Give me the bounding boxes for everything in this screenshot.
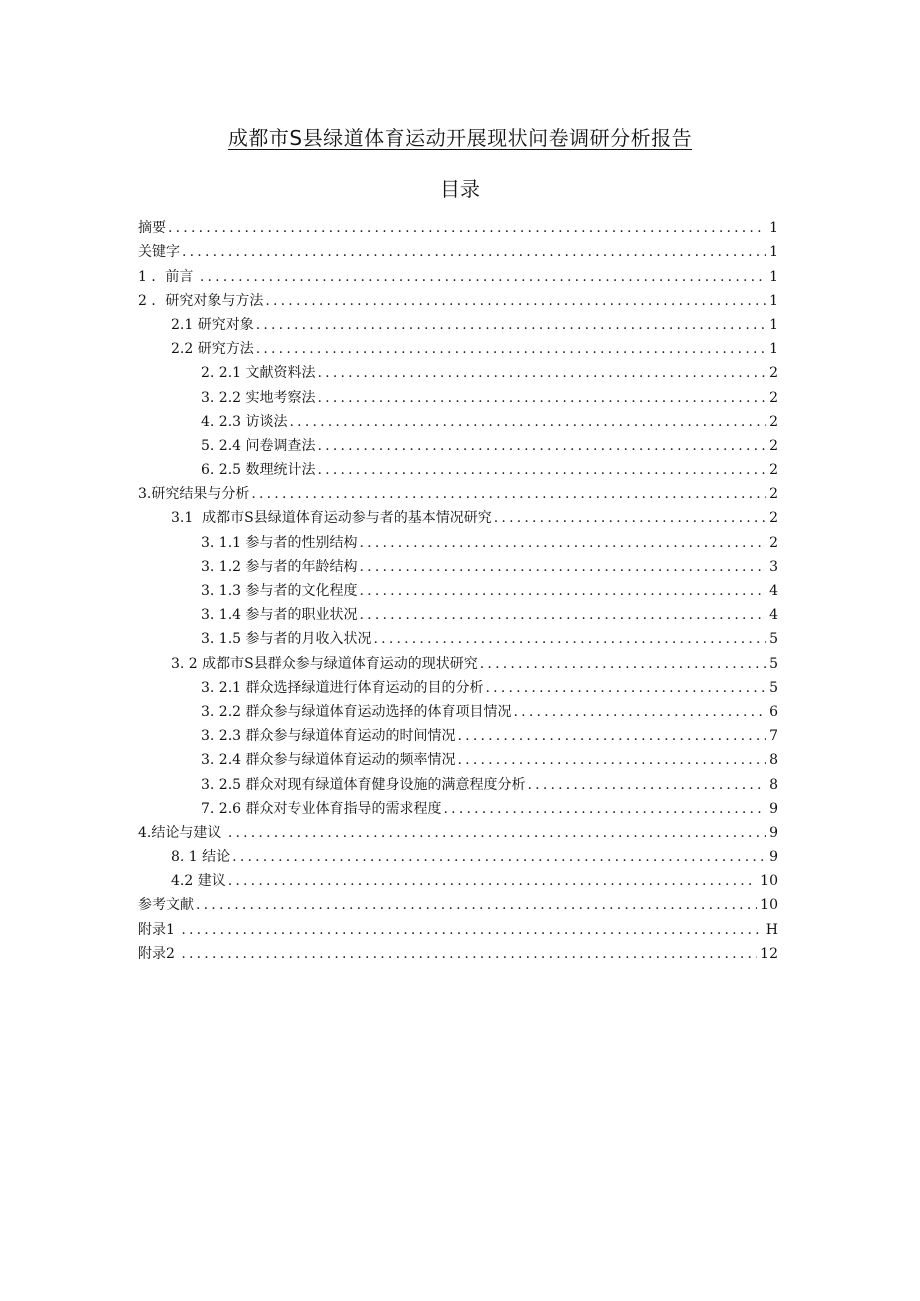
toc-dot-leader [251,484,766,504]
toc-entry[interactable] [138,456,778,480]
toc-entry-label: 参与者的职业状况 [245,607,358,624]
toc-entry[interactable] [138,940,778,964]
toc-entry-number: 3. 2.1 [201,679,246,696]
toc-entry[interactable] [138,795,778,819]
toc-entry-label: 数理统计法 [245,462,316,479]
toc-entry-label: 研究对象 [197,316,254,333]
toc-dot-leader [318,388,767,408]
toc-dot-leader [494,508,766,528]
toc-entry-number: 3. 2.4 [201,752,246,769]
toc-entry-page: 2 [769,486,778,503]
toc-entry-page: 1 [769,316,778,333]
toc-entry[interactable] [138,528,778,552]
toc-entry-page: 2 [769,413,778,430]
toc-dot-leader [318,363,767,383]
toc-entry[interactable] [138,843,778,867]
toc-entry-number: 2.1 [171,316,198,333]
toc-entry-label: 文献资料法 [245,365,316,382]
toc-entry-number: 3. 2.3 [201,728,246,745]
toc-entry-page: 2 [769,462,778,479]
toc-entry[interactable] [138,383,778,407]
toc-entry-number: 2. 2.1 [201,365,246,382]
toc-dot-leader [256,315,766,335]
toc-entry-number: 4.2 [171,873,198,890]
toc-entry-label: 研究对象与方法 [165,292,264,309]
toc-dot-leader [458,726,767,746]
toc-dot-leader [265,291,766,311]
toc-entry-number: 3. 1.4 [201,607,246,624]
toc-entry-page: 8 [769,776,778,793]
toc-entry-number: 3.1 [171,510,203,527]
toc-entry-number: 3. 1.2 [201,558,246,575]
toc-dot-leader [181,920,762,940]
toc-entry-page: 1 [769,292,778,309]
toc-entry-page: 7 [769,728,778,745]
toc-entry-number: 3. 2.2 [201,703,246,720]
toc-entry[interactable] [138,504,778,528]
toc-entry[interactable] [138,238,778,262]
toc-entry-label: 访谈法 [245,413,288,430]
toc-dot-leader [360,581,767,601]
toc-entry-number: 4. [138,824,152,841]
toc-entry-label: 结论 [202,849,231,866]
toc-entry-page: 10 [760,897,778,914]
toc-entry-page: 12 [760,945,778,962]
toc-entry-page: 5 [769,631,778,648]
toc-dot-leader [458,750,767,770]
toc-entry[interactable] [138,722,778,746]
toc-entry-page: 3 [769,558,778,575]
toc-entry-label: 摘要 [138,220,166,237]
toc-entry[interactable] [138,262,778,286]
toc-entry-label: 群众参与绿道体育运动的时间情况 [245,728,456,745]
toc-entry-page: 2 [769,437,778,454]
table-of-contents [138,214,778,964]
toc-entry-label: 参与者的文化程度 [245,583,358,599]
toc-entry[interactable] [138,214,778,238]
toc-entry-label: 研究方法 [197,341,254,358]
toc-entry-page: 10 [760,873,778,890]
toc-entry-label: 成都市S县群众参与绿道体育运动的现状研究 [202,655,478,672]
toc-heading: 目录 [440,177,480,201]
toc-entry-label: 群众参与绿道体育运动选择的体育项目情况 [245,703,512,720]
toc-entry-page: 2 [769,389,778,406]
toc-entry-label: 群众参与绿道体育运动的频率情况 [245,752,456,769]
toc-dot-leader [256,339,766,359]
toc-entry-number: 6. 2.5 [201,462,246,479]
toc-dot-leader [290,412,767,432]
toc-entry[interactable] [138,891,778,915]
toc-entry-label: 参与者的年龄结构 [245,558,358,575]
toc-entry[interactable] [138,480,778,504]
toc-entry[interactable] [138,698,778,722]
toc-dot-leader [444,799,767,819]
toc-entry-page: 1 [769,341,778,358]
toc-entry-page: 9 [769,824,778,841]
toc-entry-label: 附录2 [138,945,180,962]
toc-entry-number: 3. 1.1 [201,534,246,551]
toc-entry[interactable] [138,311,778,335]
toc-entry-page: H [765,921,778,938]
toc-entry-page: 2 [769,510,778,527]
toc-entry-page: 5 [769,655,778,672]
toc-entry-label: 参与者的月收入状况 [245,631,372,648]
toc-entry[interactable] [138,746,778,770]
toc-entry[interactable] [138,674,778,698]
toc-entry-number: 7. 2.6 [201,800,246,817]
toc-entry-number: 3. [138,486,152,503]
toc-entry-label: 附录1 [138,921,180,938]
toc-entry[interactable] [138,577,778,601]
toc-entry-label: 建议 [197,873,226,890]
toc-entry-label: 前言 [165,268,198,285]
toc-dot-leader [374,629,767,649]
toc-entry[interactable] [138,915,778,939]
toc-entry-label: 参考文献 [138,897,194,914]
toc-dot-leader [196,895,757,915]
toc-dot-leader [480,654,766,674]
toc-entry-page: 6 [769,703,778,720]
toc-entry-number: 5. 2.4 [201,437,246,454]
toc-dot-leader [360,533,767,553]
toc-entry-number: 8. 1 [171,849,203,866]
toc-entry-number: 2 ． [138,292,166,309]
toc-entry-label: 关键字 [138,244,180,261]
toc-entry[interactable] [138,770,778,794]
toc-dot-leader [181,944,757,964]
toc-entry-number: 3. 2.5 [201,776,246,793]
toc-dot-leader [228,871,757,891]
toc-dot-leader [228,823,766,843]
toc-entry-label: 实地考察法 [245,389,316,406]
toc-entry-page: 1 [769,220,778,237]
toc-entry[interactable] [138,601,778,625]
toc-entry-page: 9 [769,849,778,866]
toc-entry-label: 结论与建议 [151,824,226,841]
document-title: 成都市S县绿道体育运动开展现状问卷调研分析报告 [227,126,693,150]
toc-entry-label: 参与者的性别结构 [245,534,358,551]
toc-dot-leader [360,605,767,625]
toc-dot-leader [232,847,766,867]
toc-dot-leader [200,267,766,287]
toc-entry-number: 1 ． [138,268,166,285]
toc-entry-page: 4 [769,607,778,624]
toc-entry-number: 4. 2.3 [201,413,246,430]
toc-entry[interactable] [138,335,778,359]
toc-entry-page: 1 [769,244,778,261]
toc-dot-leader [486,678,767,698]
toc-entry-page: 1 [769,268,778,285]
toc-entry-number: 2.2 [171,341,198,358]
toc-entry-number: 3. 2 [171,655,203,672]
toc-dot-leader [318,460,767,480]
toc-dot-leader [360,557,767,577]
toc-entry-page: 5 [769,679,778,696]
toc-entry-number: 3. 2.2 [201,389,246,406]
toc-entry[interactable] [138,867,778,891]
toc-entry[interactable] [138,432,778,456]
toc-entry-label: 群众选择绿道进行体育运动的目的分析 [245,679,484,696]
toc-entry-page: 8 [769,752,778,769]
toc-entry[interactable] [138,625,778,649]
toc-dot-leader [318,436,767,456]
toc-dot-leader [514,702,767,722]
toc-dot-leader [168,218,766,238]
toc-dot-leader [182,242,766,262]
toc-entry[interactable] [138,649,778,673]
toc-entry-label: 成都市S县绿道体育运动参与者的基本情况研究 [202,510,492,527]
toc-entry[interactable] [138,287,778,311]
toc-entry-number: 3. 1.5 [201,631,246,648]
toc-entry-page: 2 [769,365,778,382]
toc-entry-page: 2 [769,534,778,551]
toc-entry[interactable] [138,553,778,577]
toc-entry-label: 问卷调查法 [245,437,316,454]
toc-entry[interactable] [138,359,778,383]
toc-dot-leader [528,775,767,795]
toc-entry-label: 群众对专业体育指导的需求程度 [245,800,442,817]
toc-entry-label: 群众对现有绿道体育健身设施的满意程度分析 [245,776,526,793]
toc-entry-label: 研究结果与分析 [151,486,250,503]
toc-entry[interactable] [138,819,778,843]
toc-entry[interactable] [138,408,778,432]
toc-entry-number: 3. 1.3 [201,583,246,599]
toc-entry-page: 4 [769,583,778,599]
toc-entry-page: 9 [769,800,778,817]
